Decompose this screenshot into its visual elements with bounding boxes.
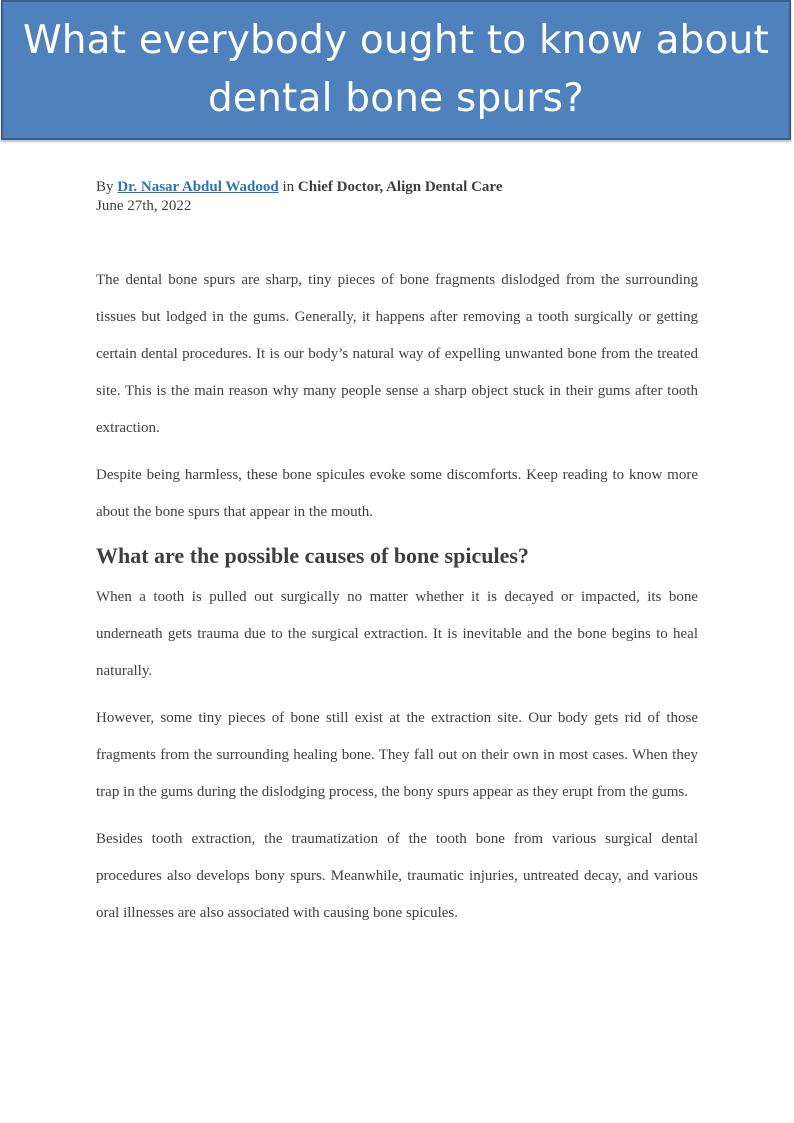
- article-paragraph: However, some tiny pieces of bone still exist at the extraction site. Our body gets rid of those fragments from the surrounding healing bone. They fall out on their own in most cases. When they trap in the gums during the dislodging process, the bony spurs appear as they erupt from the gums.: [96, 710, 698, 800]
- title-banner: [1, 0, 791, 140]
- page-title-line-2: dental bone spurs?: [207, 76, 585, 121]
- publish-date: June 27th, 2022: [96, 198, 192, 214]
- byline: [96, 178, 502, 216]
- byline-credit: [96, 178, 502, 197]
- article-paragraph: Despite being harmless, these bone spicules evoke some discomforts. Keep reading to know more about the bone spurs that appear in the mouth.: [96, 467, 698, 520]
- article-paragraph: When a tooth is pulled out surgically no matter whether it is decayed or impacted, its bone underneath gets trauma due to the surgical extraction. It is inevitable and the bone begins to heal naturally.: [96, 589, 698, 679]
- article-paragraph: The dental bone spurs are sharp, tiny pieces of bone fragments dislodged from the surrounding tissues but lodged in the gums. Generally, it happens after removing a tooth surgically or getting certain dental procedures. It is our body’s natural way of expelling unwanted bone from the treated site. This is the main reason why many people sense a sharp object stuck in their gums after tooth extraction.: [96, 272, 698, 436]
- section-heading: What are the possible causes of bone spicules?: [96, 543, 529, 568]
- author-link[interactable]: Dr. Nasar Abdul Wadood: [117, 179, 279, 195]
- author-organization: Chief Doctor, Align Dental Care: [297, 179, 503, 195]
- page-title: [7, 12, 785, 128]
- byline-prefix: By: [96, 179, 118, 195]
- byline-connector: in: [278, 179, 298, 195]
- page-title-line-1: What everybody ought to know about: [23, 18, 769, 63]
- article-paragraph: Besides tooth extraction, the traumatization of the tooth bone from various surgical dental procedures also develops bony spurs. Meanwhile, traumatic injuries, untreated decay, and various oral illnesses are also associated with causing bone spicules.: [96, 831, 698, 921]
- article-body: [96, 262, 698, 942]
